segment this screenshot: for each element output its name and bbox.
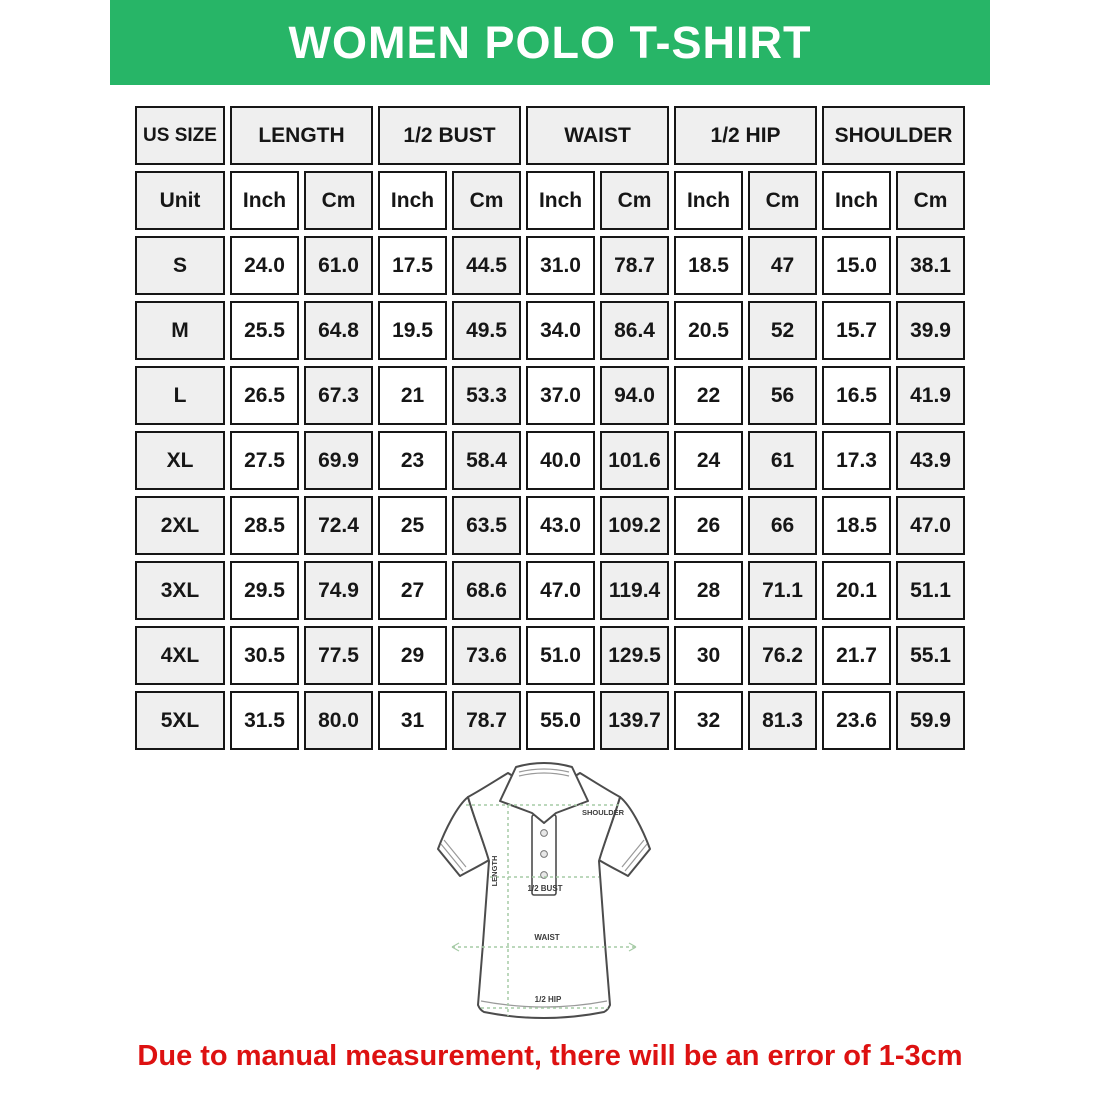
value-cell: 18.5 (674, 236, 743, 295)
value-cell: 30 (674, 626, 743, 685)
unit-row (135, 171, 965, 230)
value-cell: 23 (378, 431, 447, 490)
value-cell: 51.1 (896, 561, 965, 620)
header-shoulder: SHOULDER (822, 106, 965, 165)
value-cell: 67.3 (304, 366, 373, 425)
unit-cell: Inch (378, 171, 447, 230)
value-cell: 41.9 (896, 366, 965, 425)
length-label: LENGTH (490, 855, 499, 887)
table-row (135, 366, 965, 425)
size-cell: XL (135, 431, 225, 490)
value-cell: 17.5 (378, 236, 447, 295)
value-cell: 43.9 (896, 431, 965, 490)
value-cell: 86.4 (600, 301, 669, 360)
value-cell: 59.9 (896, 691, 965, 750)
value-cell: 119.4 (600, 561, 669, 620)
value-cell: 109.2 (600, 496, 669, 555)
value-cell: 20.5 (674, 301, 743, 360)
shoulder-label: SHOULDER (582, 808, 625, 817)
header-waist: WAIST (526, 106, 669, 165)
value-cell: 28 (674, 561, 743, 620)
size-cell: 5XL (135, 691, 225, 750)
value-cell: 37.0 (526, 366, 595, 425)
unit-cell: Inch (674, 171, 743, 230)
value-cell: 76.2 (748, 626, 817, 685)
value-cell: 15.0 (822, 236, 891, 295)
value-cell: 61.0 (304, 236, 373, 295)
value-cell: 52 (748, 301, 817, 360)
unit-cell: Cm (748, 171, 817, 230)
polo-shirt-diagram (424, 753, 664, 1045)
value-cell: 32 (674, 691, 743, 750)
value-cell: 55.1 (896, 626, 965, 685)
value-cell: 24 (674, 431, 743, 490)
value-cell: 49.5 (452, 301, 521, 360)
unit-cell: Cm (600, 171, 669, 230)
value-cell: 40.0 (526, 431, 595, 490)
value-cell: 39.9 (896, 301, 965, 360)
header-us-size: US SIZE (135, 106, 225, 165)
value-cell: 15.7 (822, 301, 891, 360)
value-cell: 68.6 (452, 561, 521, 620)
value-cell: 69.9 (304, 431, 373, 490)
value-cell: 94.0 (600, 366, 669, 425)
header-length: LENGTH (230, 106, 373, 165)
value-cell: 38.1 (896, 236, 965, 295)
table-row (135, 236, 965, 295)
value-cell: 21 (378, 366, 447, 425)
value-cell: 16.5 (822, 366, 891, 425)
value-cell: 51.0 (526, 626, 595, 685)
value-cell: 61 (748, 431, 817, 490)
value-cell: 64.8 (304, 301, 373, 360)
value-cell: 25 (378, 496, 447, 555)
value-cell: 29.5 (230, 561, 299, 620)
measurement-disclaimer: Due to manual measurement, there will be an error of 1-3cm (137, 1040, 963, 1072)
value-cell: 21.7 (822, 626, 891, 685)
page-title: WOMEN POLO T-SHIRT (288, 16, 812, 68)
size-cell: 2XL (135, 496, 225, 555)
table-row (135, 431, 965, 490)
size-cell: 3XL (135, 561, 225, 620)
value-cell: 58.4 (452, 431, 521, 490)
unit-cell: Inch (230, 171, 299, 230)
table-row (135, 496, 965, 555)
unit-cell: Cm (896, 171, 965, 230)
value-cell: 31.0 (526, 236, 595, 295)
value-cell: 18.5 (822, 496, 891, 555)
value-cell: 47.0 (896, 496, 965, 555)
value-cell: 80.0 (304, 691, 373, 750)
value-cell: 101.6 (600, 431, 669, 490)
value-cell: 27.5 (230, 431, 299, 490)
size-cell: M (135, 301, 225, 360)
value-cell: 29 (378, 626, 447, 685)
waist-label: WAIST (534, 933, 560, 942)
header-half-bust: 1/2 BUST (378, 106, 521, 165)
title-banner (110, 0, 990, 85)
size-cell: L (135, 366, 225, 425)
half-bust-label: 1/2 BUST (527, 884, 563, 893)
unit-cell: Cm (452, 171, 521, 230)
value-cell: 72.4 (304, 496, 373, 555)
unit-cell: Inch (822, 171, 891, 230)
value-cell: 43.0 (526, 496, 595, 555)
unit-cell: Unit (135, 171, 225, 230)
polo-shirt-svg (424, 753, 664, 1045)
value-cell: 31.5 (230, 691, 299, 750)
unit-cell: Cm (304, 171, 373, 230)
value-cell: 30.5 (230, 626, 299, 685)
value-cell: 73.6 (452, 626, 521, 685)
value-cell: 78.7 (600, 236, 669, 295)
value-cell: 17.3 (822, 431, 891, 490)
value-cell: 47.0 (526, 561, 595, 620)
table-row (135, 626, 965, 685)
value-cell: 26.5 (230, 366, 299, 425)
value-cell: 34.0 (526, 301, 595, 360)
unit-cell: Inch (526, 171, 595, 230)
value-cell: 63.5 (452, 496, 521, 555)
value-cell: 44.5 (452, 236, 521, 295)
value-cell: 47 (748, 236, 817, 295)
value-cell: 56 (748, 366, 817, 425)
size-chart-table (130, 100, 970, 756)
value-cell: 78.7 (452, 691, 521, 750)
value-cell: 55.0 (526, 691, 595, 750)
value-cell: 25.5 (230, 301, 299, 360)
value-cell: 23.6 (822, 691, 891, 750)
value-cell: 77.5 (304, 626, 373, 685)
value-cell: 31 (378, 691, 447, 750)
size-cell: 4XL (135, 626, 225, 685)
header-half-hip: 1/2 HIP (674, 106, 817, 165)
value-cell: 53.3 (452, 366, 521, 425)
size-cell: S (135, 236, 225, 295)
table-row (135, 301, 965, 360)
value-cell: 28.5 (230, 496, 299, 555)
value-cell: 81.3 (748, 691, 817, 750)
value-cell: 19.5 (378, 301, 447, 360)
value-cell: 26 (674, 496, 743, 555)
value-cell: 74.9 (304, 561, 373, 620)
half-hip-label: 1/2 HIP (534, 995, 562, 1004)
value-cell: 22 (674, 366, 743, 425)
value-cell: 139.7 (600, 691, 669, 750)
table-row (135, 691, 965, 750)
group-header-row (135, 106, 965, 165)
value-cell: 27 (378, 561, 447, 620)
value-cell: 71.1 (748, 561, 817, 620)
value-cell: 129.5 (600, 626, 669, 685)
value-cell: 20.1 (822, 561, 891, 620)
value-cell: 24.0 (230, 236, 299, 295)
table-row (135, 561, 965, 620)
value-cell: 66 (748, 496, 817, 555)
